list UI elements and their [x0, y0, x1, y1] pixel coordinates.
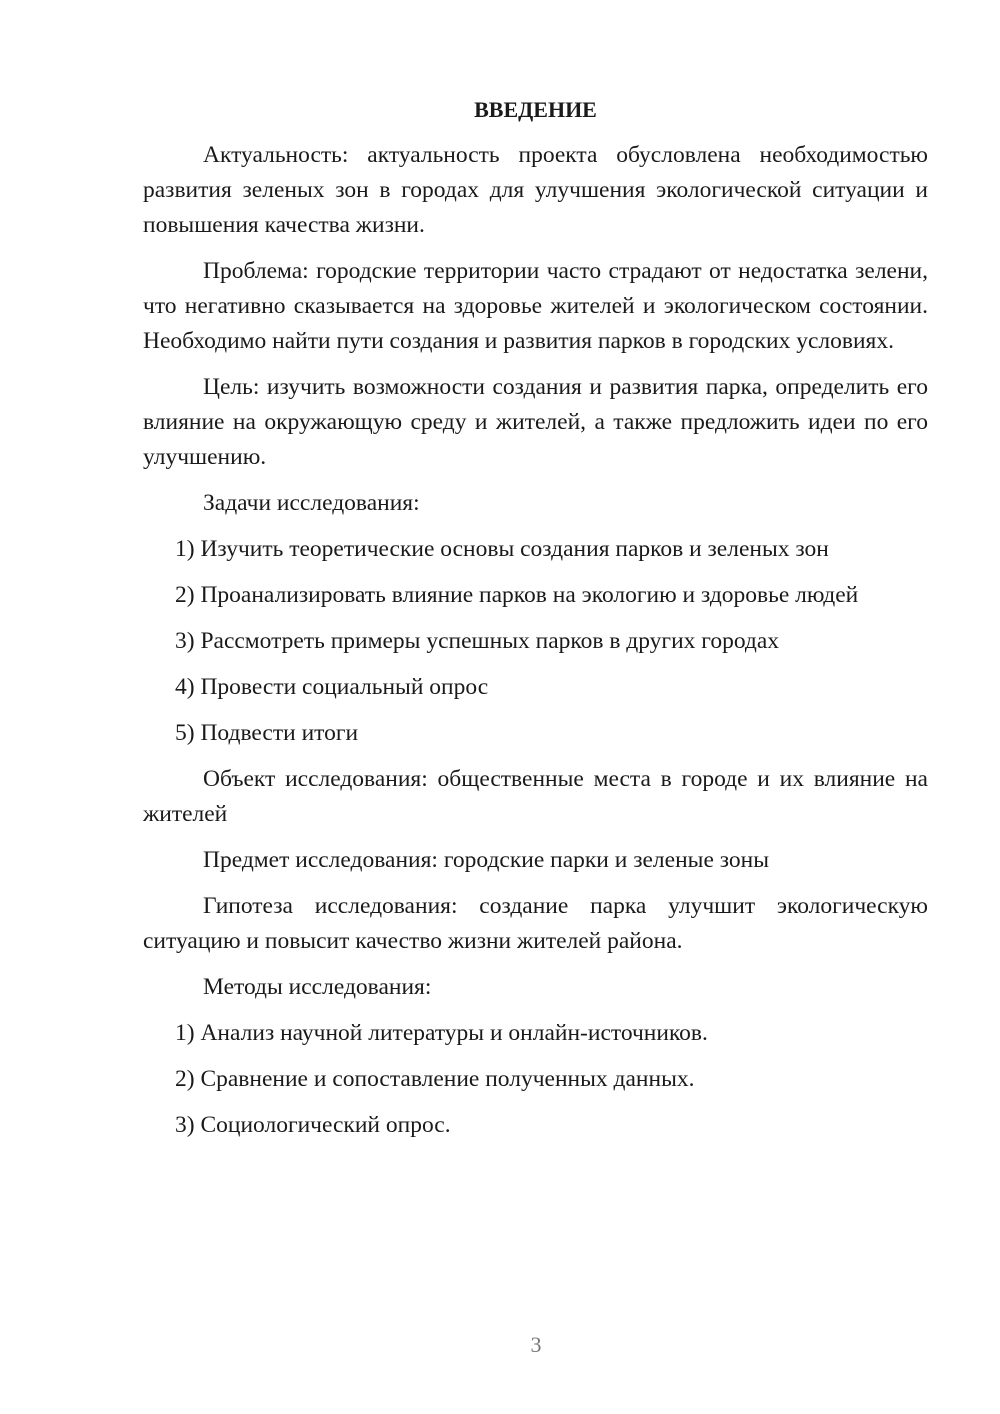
- subject-paragraph: Предмет исследования: городские парки и зеленые зоны: [203, 847, 770, 873]
- hypothesis-paragraph: Гипотеза исследования: создание парка улучшит экологическую ситуацию и повысит качество жизни жителей района.: [143, 893, 928, 954]
- page-number: 3: [530, 1332, 542, 1357]
- list-item: 4) Провести социальный опрос: [175, 674, 489, 700]
- list-item: 1) Анализ научной литературы и онлайн-источников.: [175, 1020, 708, 1046]
- list-item: 2) Сравнение и сопоставление полученных данных.: [175, 1066, 695, 1092]
- list-item: 3) Социологический опрос.: [175, 1112, 451, 1138]
- list-item: 3) Рассмотреть примеры успешных парков в других городах: [175, 628, 780, 654]
- methods-list: [143, 1016, 928, 1143]
- relevance-paragraph: Актуальность: актуальность проекта обусловлена необходимостью развития зеленых зон в городах для улучшения экологической ситуации и повышения качества жизни.: [143, 142, 928, 238]
- list-item: 1) Изучить теоретические основы создания парков и зеленых зон: [175, 536, 829, 562]
- methods-title: Методы исследования:: [203, 974, 432, 1000]
- object-paragraph: Объект исследования: общественные места в городе и их влияние на жителей: [143, 766, 928, 827]
- section-heading: ВВЕДЕНИЕ: [474, 97, 597, 122]
- tasks-title: Задачи исследования:: [203, 490, 420, 516]
- goal-paragraph: Цель: изучить возможности создания и развития парка, определить его влияние на окружающую среду и жителей, а также предложить идеи по его улучшению.: [143, 374, 928, 470]
- list-item: 5) Подвести итоги: [175, 720, 359, 746]
- document-page: [143, 92, 928, 1154]
- list-item: 2) Проанализировать влияние парков на экологию и здоровье людей: [175, 582, 859, 608]
- problem-paragraph: Проблема: городские территории часто страдают от недостатка зелени, что негативно сказывается на здоровье жителей и экологическом состоянии. Необходимо найти пути создания и развития парков в городских условиях.: [143, 258, 928, 354]
- tasks-list: [143, 532, 928, 751]
